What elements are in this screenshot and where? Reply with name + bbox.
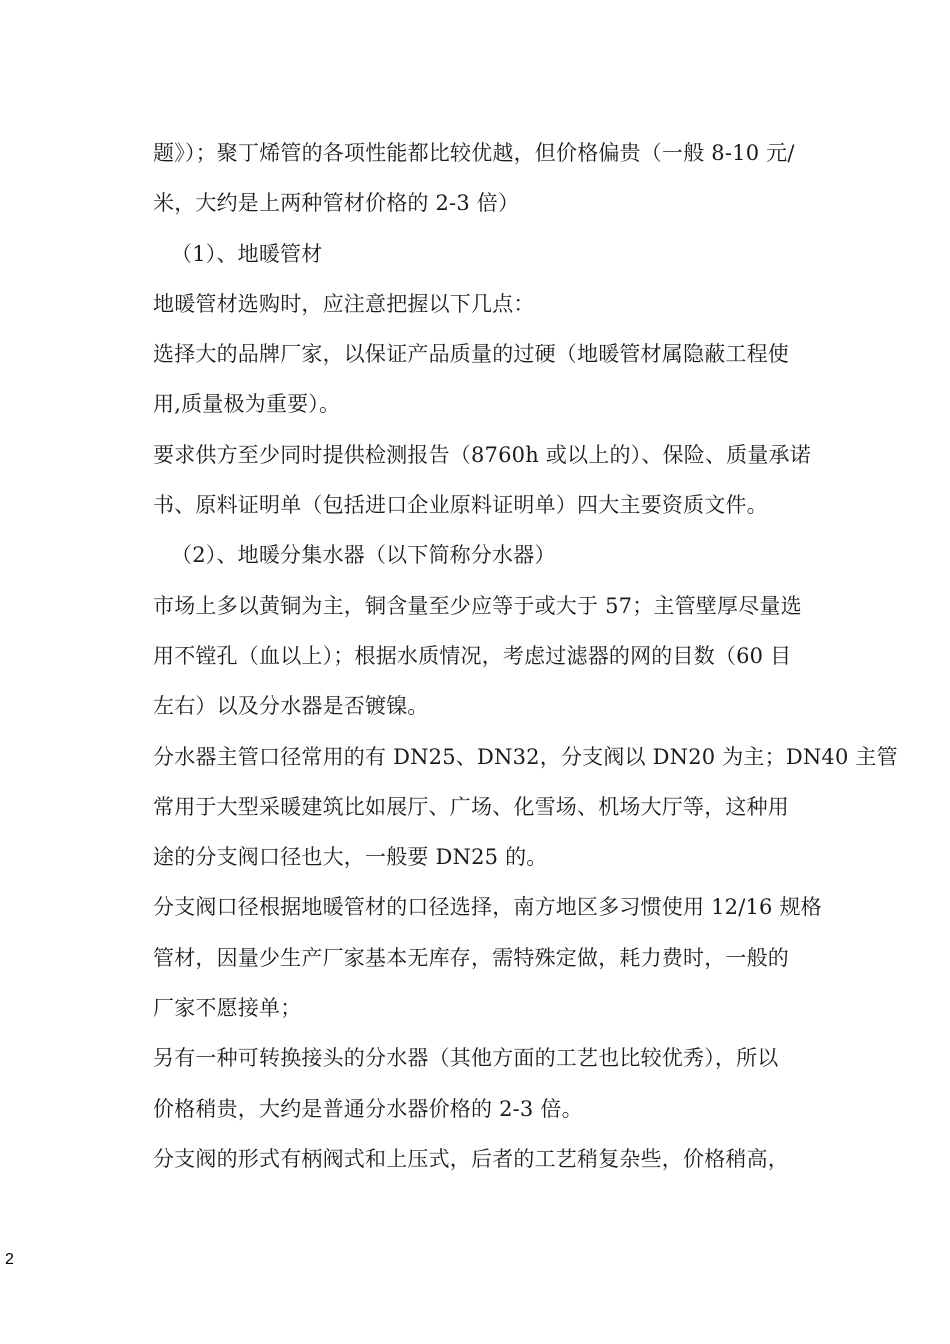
text-line: 地暖管材选购时，应注意把握以下几点： xyxy=(153,291,535,316)
text-line: 途的分支阀口径也大，一般要 DN25 的。 xyxy=(153,845,548,870)
text-line: 要求供方至少同时提供检测报告（8760h 或以上的）、保险、质量承诺 xyxy=(153,442,811,467)
text-line: 选择大的品牌厂家，以保证产品质量的过硬（地暖管材属隐蔽工程使 xyxy=(153,342,789,367)
text-line: 分水器主管口径常用的有 DN25、DN32，分支阀以 DN20 为主；DN40 主管 xyxy=(153,744,898,769)
text-line: 分支阀的形式有柄阀式和上压式，后者的工艺稍复杂些，价格稍高， xyxy=(153,1146,789,1171)
text-line: 厂家不愿接单； xyxy=(153,996,302,1021)
text-line: 用,质量极为重要）。 xyxy=(153,392,341,417)
text-line: 书、原料证明单（包括进口企业原料证明单）四大主要资质文件。 xyxy=(153,493,768,518)
text-line: 管材，因量少生产厂家基本无库存，需特殊定做，耗力费时，一般的 xyxy=(153,945,789,970)
text-line: 用不镗孔（血以上）；根据水质情况，考虑过滤器的网的目数（60 目 xyxy=(153,643,792,668)
text-line: 另有一种可转换接头的分水器（其他方面的工艺也比较优秀），所以 xyxy=(153,1046,779,1071)
text-line: 题》）；聚丁烯管的各项性能都比较优越，但价格偏贵（一般 8-10 元/ xyxy=(153,141,795,165)
text-line: 常用于大型采暖建筑比如展厅、广场、化雪场、机场大厅等，这种用 xyxy=(153,794,789,819)
text-line: 左右）以及分水器是否镀镍。 xyxy=(153,694,429,719)
text-line: 米，大约是上两种管材价格的 2-3 倍） xyxy=(153,191,520,216)
document-body xyxy=(153,128,898,1184)
text-line: 分支阀口径根据地暖管材的口径选择，南方地区多习惯使用 12/16 规格 xyxy=(153,895,822,920)
text-line: 价格稍贵，大约是普通分水器价格的 2-3 倍。 xyxy=(153,1096,583,1121)
text-line: 市场上多以黄铜为主，铜含量至少应等于或大于 57；主管壁厚尽量选 xyxy=(153,593,802,618)
section-heading: （1）、地暖管材 xyxy=(171,241,323,266)
section-heading: （2）、地暖分集水器（以下简称分水器） xyxy=(171,543,556,568)
page-number: 2 xyxy=(5,1251,14,1268)
